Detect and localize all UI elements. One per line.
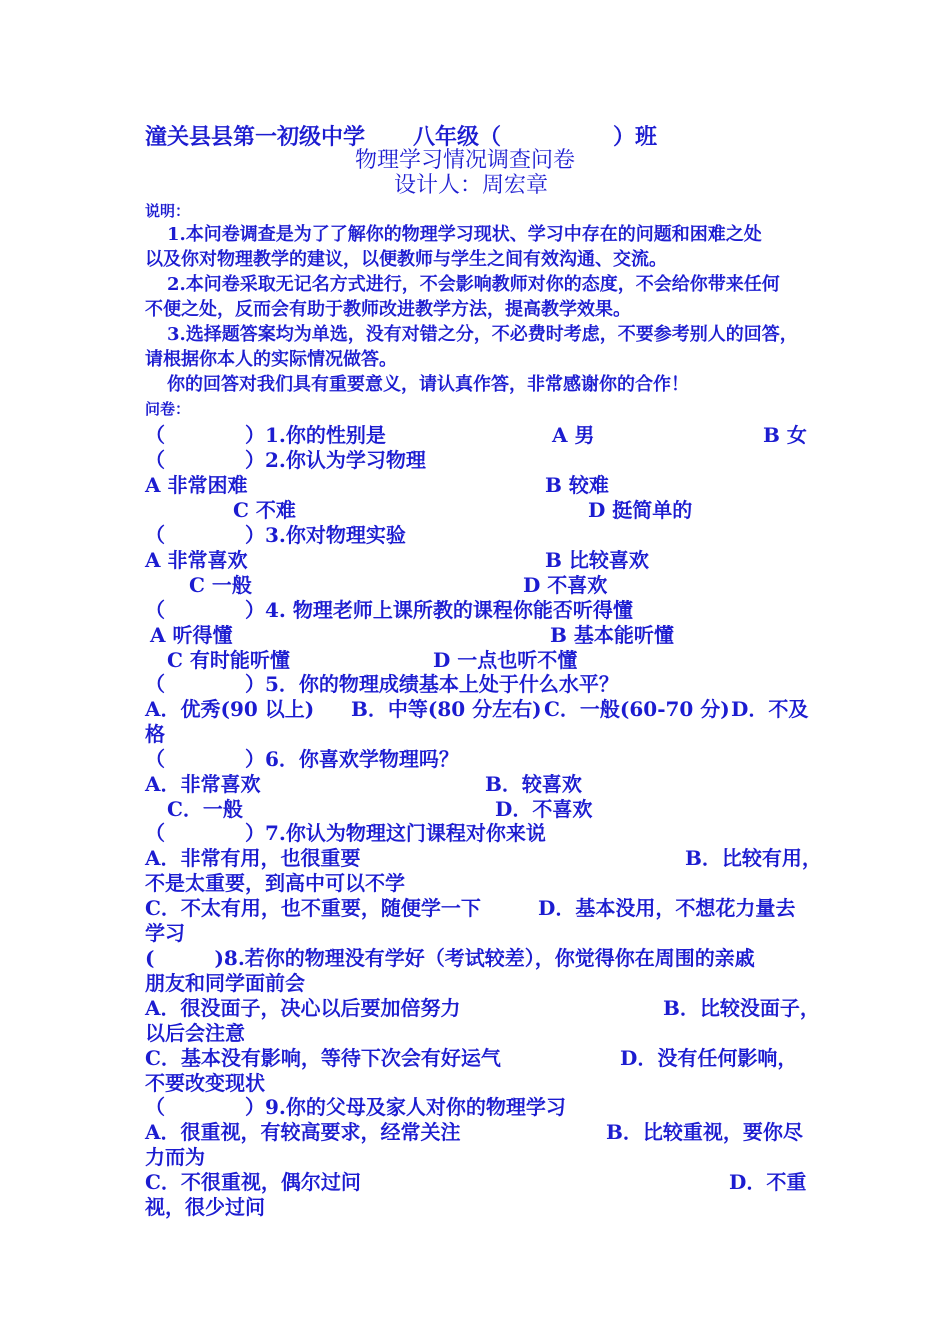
q5-option-c: C．一般(60-70 分) (544, 697, 730, 721)
q6-stem: （ ）6．你喜欢学物理吗？ (145, 747, 459, 771)
school-name: 潼关县县第一初级中学 (145, 124, 366, 150)
q4-option-a: A 听得懂 (150, 623, 233, 647)
q1-option-a: A 男 (552, 423, 595, 447)
q8-option-d: D．没有任何影响， (620, 1046, 798, 1070)
intro-p3-line1: 3.选择题答案均为单选，没有对错之分，不必费时考虑，不要参考别人的回答， (167, 324, 798, 345)
q8-stem: ( )8.若你的物理没有学好（考试较差），你觉得你在周围的亲戚 (145, 946, 755, 970)
q8-option-d-cont: 不要改变现状 (145, 1071, 265, 1095)
q4-stem: （ ）4. 物理老师上课所教的课程你能否听得懂 (145, 598, 633, 622)
q5-option-d: D．不及 (731, 697, 809, 721)
grade-label: 八年级（ (413, 124, 502, 150)
q9-option-c: C．不很重视，偶尔过问 (145, 1170, 361, 1194)
q5-option-d-cont: 格 (145, 722, 165, 746)
q1-stem: （ ）1.你的性别是 (145, 423, 386, 447)
q3-option-c: C 一般 (189, 573, 252, 597)
q6-option-a: A．非常喜欢 (145, 772, 261, 796)
q2-option-a: A 非常困难 (145, 473, 248, 497)
q9-option-a: A．很重视，有较高要求，经常关注 (145, 1120, 461, 1144)
q7-option-b: B．比较有用， (685, 846, 822, 870)
q9-stem: （ ）9.你的父母及家人对你的物理学习 (145, 1095, 566, 1119)
q2-option-c: C 不难 (233, 498, 296, 522)
q3-option-a: A 非常喜欢 (145, 548, 248, 572)
q4-option-d: D 一点也听不懂 (433, 648, 578, 672)
q9-option-d: D．不重 (729, 1170, 807, 1194)
q6-option-d: D．不喜欢 (495, 797, 593, 821)
q3-option-d: D 不喜欢 (523, 573, 608, 597)
q4-option-b: B 基本能听懂 (550, 623, 674, 647)
q9-option-b-cont: 力而为 (145, 1145, 205, 1169)
q7-option-d-cont: 学习 (145, 921, 185, 945)
q8-option-b: B．比较没面子， (663, 996, 820, 1020)
q7-option-a: A．非常有用，也很重要 (145, 846, 361, 870)
questions-label: 问卷： (145, 400, 191, 418)
q3-option-b: B 比较喜欢 (545, 548, 649, 572)
q6-option-c: C．一般 (167, 797, 243, 821)
q2-option-d: D 挺简单的 (588, 498, 693, 522)
q5-stem: （ ）5．你的物理成绩基本上处于什么水平？ (145, 672, 619, 696)
intro-p2-line2: 不便之处，反而会有助于教师改进教学方法，提高教学效果。 (145, 299, 631, 320)
q1-option-b: B 女 (763, 423, 807, 447)
designer-line: 设计人：周宏章 (394, 173, 549, 198)
q9-option-b: B．比较重视，要你尽 (606, 1120, 803, 1144)
intro-p1-line1: 1.本问卷调查是为了了解你的物理学习现状、学习中存在的问题和困难之处 (167, 224, 762, 245)
q4-option-c: C 有时能听懂 (167, 648, 290, 672)
q8-option-b-cont: 以后会注意 (145, 1021, 245, 1045)
intro-thanks: 你的回答对我们具有重要意义，请认真作答，非常感谢你的合作！ (167, 374, 689, 395)
intro-label: 说明： (145, 202, 191, 220)
q7-option-b-cont: 不是太重要，到高中可以不学 (145, 871, 405, 895)
intro-p1-line2: 以及你对物理教学的建议，以便教师与学生之间有效沟通、交流。 (145, 249, 667, 270)
q7-stem: （ ）7.你认为物理这门课程对你来说 (145, 821, 546, 845)
q2-option-b: B 较难 (545, 473, 609, 497)
q8-option-a: A．很没面子，决心以后要加倍努力 (145, 996, 461, 1020)
intro-p3-line2: 请根据你本人的实际情况做答。 (145, 349, 397, 370)
intro-p2-line1: 2.本问卷采取无记名方式进行，不会影响教师对你的态度，不会给你带来任何 (167, 274, 780, 295)
class-suffix: ）班 (613, 124, 658, 150)
q8-stem-cont: 朋友和同学面前会 (145, 971, 305, 995)
q3-stem: （ ）3.你对物理实验 (145, 523, 406, 547)
q8-option-c: C．基本没有影响，等待下次会有好运气 (145, 1046, 501, 1070)
q5-option-b: B．中等(80 分左右) (351, 697, 542, 721)
q6-option-b: B．较喜欢 (485, 772, 582, 796)
q7-option-c: C．不太有用，也不重要，随便学一下 (145, 896, 481, 920)
q2-stem: （ ）2.你认为学习物理 (145, 448, 426, 472)
q9-option-d-cont: 视，很少过问 (145, 1195, 265, 1219)
page-title: 物理学习情况调查问卷 (355, 148, 576, 173)
q7-option-d: D．基本没用，不想花力量去 (538, 896, 796, 920)
q5-option-a: A．优秀(90 以上) (145, 697, 315, 721)
